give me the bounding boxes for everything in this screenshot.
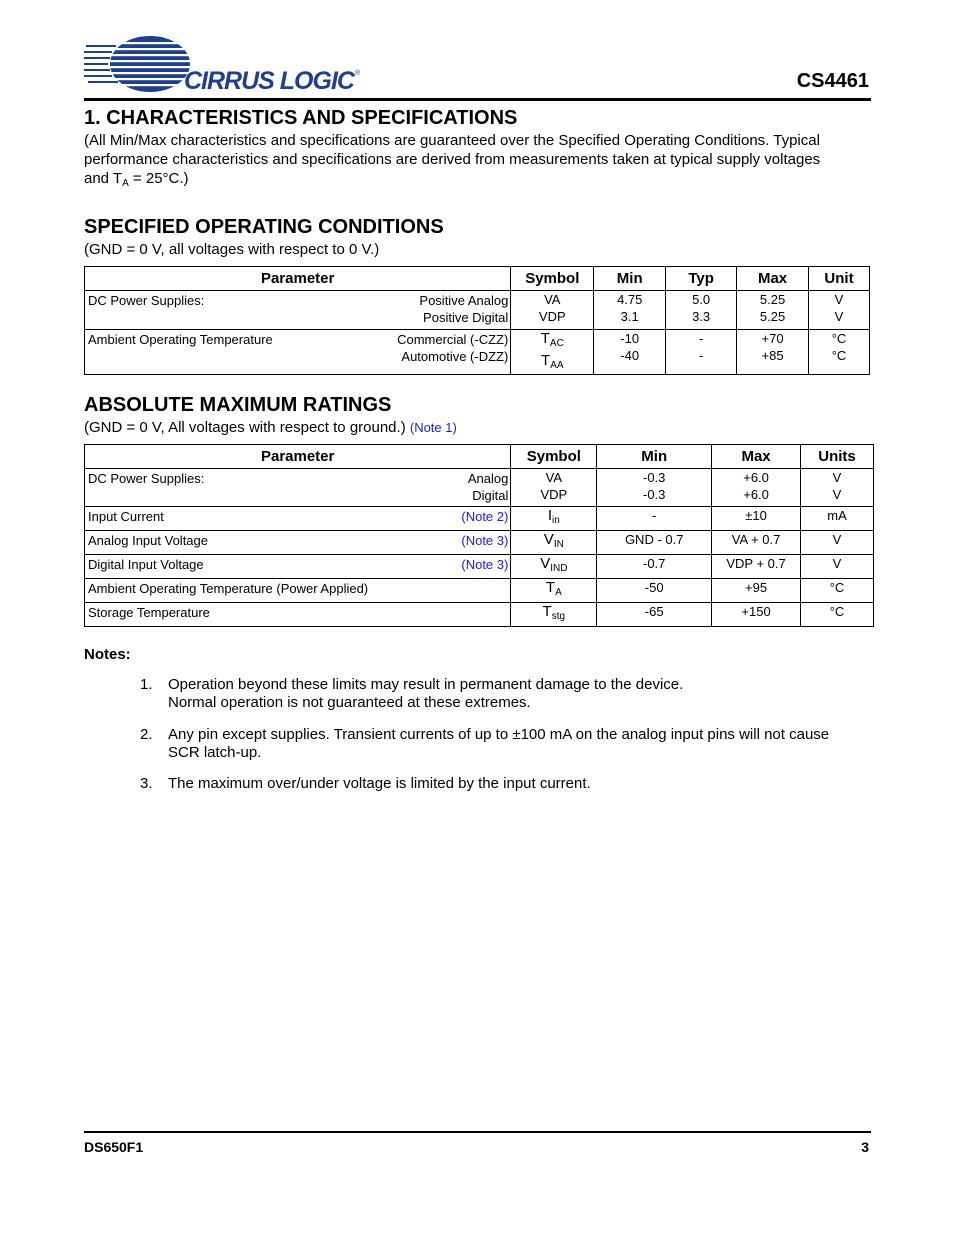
col-header: Symbol — [511, 267, 594, 291]
cirrus-logic-logo — [84, 34, 364, 96]
unit-cell: mA — [801, 507, 874, 531]
unit-cell: V V — [809, 291, 870, 330]
section-intro: (All Min/Max characteristics and specifications are guaranteed over the Specified Operating Conditions. Typical performance characteristics and specifications are derived from measurements taken at typical supply voltages and $T_A = 25^\circ C$.) — [84, 132, 821, 189]
soc-title: SPECIFIED OPERATING CONDITIONS — [84, 216, 444, 238]
min-cell: -50 — [597, 579, 712, 603]
symbol-cell: $V_{IN}$ — [511, 531, 597, 555]
max-cell: VDP + 0.7 — [712, 555, 801, 579]
table-row — [85, 291, 870, 330]
col-header: Symbol — [511, 445, 597, 469]
max-cell: +95 — [712, 579, 801, 603]
amr-title: ABSOLUTE MAXIMUM RATINGS — [84, 394, 392, 416]
typ-cell: 5.0 3.3 — [666, 291, 737, 330]
soc-table — [84, 266, 870, 375]
symbol-cell: VA VDP — [511, 469, 597, 507]
max-cell: 5.25 5.25 — [737, 291, 809, 330]
col-header: Unit — [809, 267, 870, 291]
table-header-row — [85, 445, 874, 469]
col-header: Max — [712, 445, 801, 469]
note-item: 1. Operation beyond these limits may result in permanent damage to the device. Normal operation is not guaranteed at these extremes. — [140, 676, 684, 711]
table-row — [85, 330, 870, 375]
unit-cell: °C — [801, 579, 874, 603]
amr-subtitle: (GND = 0 V, All voltages with respect to ground.) (Note 1) — [84, 419, 457, 436]
soc-subtitle: (GND = 0 V, all voltages with respect to 0 V.) — [84, 241, 380, 258]
unit-cell: V — [801, 555, 874, 579]
min-cell: 4.75 3.1 — [594, 291, 666, 330]
max-cell: +70 +85 — [737, 330, 809, 375]
max-cell: +150 — [712, 603, 801, 627]
amr-table — [84, 444, 874, 627]
table-row — [85, 469, 874, 507]
unit-cell: °C °C — [809, 330, 870, 375]
unit-cell: V V — [801, 469, 874, 507]
section-title: 1. CHARACTERISTICS AND SPECIFICATIONS — [84, 107, 518, 129]
page-number: 3 — [861, 1139, 869, 1155]
note-3-link[interactable]: (Note 3) — [461, 533, 509, 548]
unit-cell: °C — [801, 603, 874, 627]
max-cell: +6.0 +6.0 — [712, 469, 801, 507]
symbol-cell: $V_{IND}$ — [511, 555, 597, 579]
col-header: Parameter — [85, 445, 511, 469]
document-id: CS4461 — [796, 70, 869, 92]
min-cell: -0.3 -0.3 — [597, 469, 712, 507]
logo-swoosh-icon — [84, 34, 194, 96]
footer-doc-number: DS650F1 — [84, 1139, 144, 1155]
table-row — [85, 603, 874, 627]
param-cell: Analog Input Voltage (Note 3) — [85, 531, 511, 555]
symbol-cell: $I_{in}$ — [511, 507, 597, 531]
notes-title: Notes: — [84, 646, 131, 663]
symbol-cell: $T_{stg}$ — [511, 603, 597, 627]
min-cell: GND - 0.7 — [597, 531, 712, 555]
typ-cell: - - — [666, 330, 737, 375]
min-cell: -0.7 — [597, 555, 712, 579]
max-cell: ±10 — [712, 507, 801, 531]
table-row — [85, 555, 874, 579]
symbol-cell: $T_{AC}$ $T_{AA}$ — [511, 330, 594, 375]
param-cell: Digital Input Voltage (Note 3) — [85, 555, 511, 579]
table-row — [85, 531, 874, 555]
col-header: Parameter — [85, 267, 511, 291]
header-rule — [84, 98, 871, 101]
note-3-link[interactable]: (Note 3) — [461, 557, 509, 572]
param-cell: DC Power Supplies: Analog Digital — [85, 469, 511, 507]
symbol-cell: $T_A$ — [511, 579, 597, 603]
note-1-link[interactable]: (Note 1) — [409, 420, 457, 435]
col-header: Max — [737, 267, 809, 291]
col-header: Typ — [666, 267, 737, 291]
table-row — [85, 507, 874, 531]
min-cell: -10 -40 — [594, 330, 666, 375]
col-header: Min — [594, 267, 666, 291]
note-2-link[interactable]: (Note 2) — [461, 509, 509, 524]
col-header: Units — [801, 445, 874, 469]
footer-rule — [84, 1131, 871, 1133]
logo-wordmark: CIRRUS LOGIC® — [184, 67, 360, 95]
note-item: 2. Any pin except supplies. Transient currents of up to ±100 mA on the analog input pins will not cause SCR latch-up. — [140, 726, 830, 761]
param-cell: Ambient Operating Temperature (Power Applied) — [85, 579, 511, 603]
table-header-row — [85, 267, 870, 291]
param-cell: Ambient Operating Temperature Commercial (-CZZ) Automotive (-DZZ) — [85, 330, 511, 375]
min-cell: -65 — [597, 603, 712, 627]
table-row — [85, 579, 874, 603]
max-cell: VA + 0.7 — [712, 531, 801, 555]
param-cell: DC Power Supplies: Positive Analog Positive Digital — [85, 291, 511, 330]
unit-cell: V — [801, 531, 874, 555]
param-cell: Input Current (Note 2) — [85, 507, 511, 531]
min-cell: - — [597, 507, 712, 531]
note-item: 3. The maximum over/under voltage is limited by the input current. — [140, 775, 591, 792]
col-header: Min — [597, 445, 712, 469]
symbol-cell: VA VDP — [511, 291, 594, 330]
param-cell: Storage Temperature — [85, 603, 511, 627]
